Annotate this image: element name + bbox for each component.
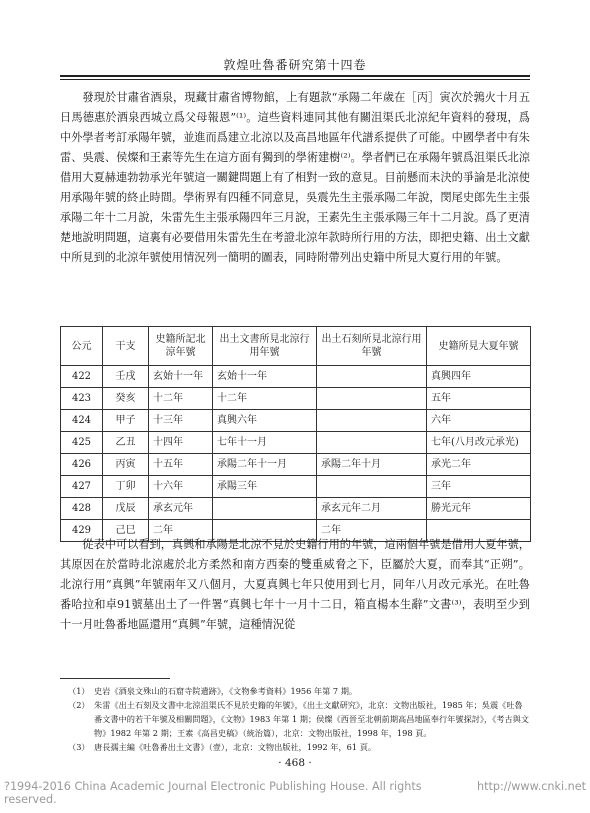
table-cell: 丁卯 (103, 476, 149, 498)
table-cell: 承陽二年十月 (317, 454, 427, 476)
body-paragraph-1: 發現於甘肅省酒泉，現藏甘肅省博物館，上有題款“承陽二年歲在［丙］寅次於鶉火十月五日馬德惠於酒泉西城立爲父母報恩”⁽¹⁾。這些資料連同其他有關沮渠氏北涼紀年資料的發現，爲中外學者考訂承陽年號，並進而爲建立北涼以及高昌地區年代譜系提供了可能。中國學者中有朱雷、吳震、侯燦和王素等先生在這方面有獨到的學術建樹⁽²⁾。學者們已在承陽年號爲沮渠氏北涼借用大夏赫連勃勃承光年號這一關鍵問題上有了相對一致的意見。目前懸而未決的爭論是北涼使用承陽年號的終止時間。學術界有四種不同意見，吳震先生主張承陽二年說，閔尾史郎先生主張承陽二年十二月說，朱雷先生主張承陽四年三月說，王素先生主張承陽三年十二月說。爲了更清楚地說明問題，這裏有必要借用朱雷先生在考證北涼年款時所行用的方法，即把史籍、出土文獻中所見到的北涼年號使用情況列一簡明的圖表，同時附帶列出史籍中所見大夏行用的年號。 (60, 91, 530, 264)
col-header-gongyuan: 公元 (61, 327, 103, 366)
col-header-documents: 出土文書所見北涼行用年號 (213, 327, 317, 366)
table-cell: 十四年 (149, 432, 213, 454)
watermark-copyright: ?1994-2016 China Academic Journal Electronic Publishing House. All rights reserved. (4, 780, 422, 806)
table-cell: 勝光元年 (427, 498, 531, 520)
table-cell: 承光二年 (427, 454, 531, 476)
table-cell (317, 432, 427, 454)
chronology-table (60, 326, 531, 542)
footnote-number: （3） (68, 742, 90, 752)
table-cell: 十三年 (149, 410, 213, 432)
table-cell: 六年 (427, 410, 531, 432)
table-cell: 十二年 (149, 388, 213, 410)
table-cell: 玄始十一年 (149, 366, 213, 388)
table-row (61, 498, 531, 520)
table-cell (317, 410, 427, 432)
col-header-inscriptions: 出土石刻所見北涼行用年號 (317, 327, 427, 366)
table-cell: 428 (61, 498, 103, 520)
footnote-2 (60, 698, 530, 740)
footnote-text: 唐長孺主編《吐魯番出土文書》（壹），北京：文物出版社，1992 年，61 頁。 (94, 742, 377, 752)
table-cell: 壬戌 (103, 366, 149, 388)
table-cell: 真興四年 (427, 366, 531, 388)
table-cell: 承玄元年二月 (317, 498, 427, 520)
table-cell: 癸亥 (103, 388, 149, 410)
table-cell: 玄始十一年 (213, 366, 317, 388)
table-cell: 承陽二年十一月 (213, 454, 317, 476)
table-row (61, 366, 531, 388)
table-row (61, 432, 531, 454)
table-cell: 乙丑 (103, 432, 149, 454)
table-cell: 承玄元年 (149, 498, 213, 520)
col-header-historical: 史籍所記北涼年號 (149, 327, 213, 366)
footnotes (60, 684, 530, 754)
table-cell: 丙寅 (103, 454, 149, 476)
table-cell: 424 (61, 410, 103, 432)
footnote-number: （1） (68, 686, 90, 696)
table-cell (213, 498, 317, 520)
page-number: · 468 · (278, 757, 312, 769)
table-cell: 七年(八月改元承光) (427, 432, 531, 454)
header-rule (60, 75, 530, 80)
table-header-row (61, 327, 531, 366)
table-row (61, 476, 531, 498)
footnote-rule (60, 678, 170, 679)
table-cell (317, 388, 427, 410)
table-cell: 二年 (149, 520, 213, 542)
table-cell: 三年 (427, 476, 531, 498)
col-header-ganzhi: 干支 (103, 327, 149, 366)
table-cell: 承陽三年 (213, 476, 317, 498)
table-cell: 十二年 (213, 388, 317, 410)
table-cell (317, 476, 427, 498)
table-cell: 425 (61, 432, 103, 454)
col-header-daxia: 史籍所見大夏年號 (427, 327, 531, 366)
table-cell: 429 (61, 520, 103, 542)
footnote-text: 史岩《酒泉文殊山的石窟寺院遺跡》，《文物參考資料》1956 年第 7 期。 (94, 686, 358, 696)
table-cell: 甲子 (103, 410, 149, 432)
table-cell: 十六年 (149, 476, 213, 498)
footnote-3 (60, 740, 530, 754)
watermark-url: http://www.cnki.net (477, 780, 586, 793)
footnote-number: （2） (68, 700, 90, 710)
footnote-text: 朱雷《出土石刻及文書中北涼沮渠氏不見於史籍的年號》，《出土文獻研究》，北京：文物出版社，1985 年；吳震《吐魯番文書中的若干年號及相關問題》，《文物》1983 年第 1 期；侯燦《西晉至北朝前期高昌地區奉行年號探討》，《考古與文物》1982 年第 2 期；王素《高昌史稿》（統治篇），北京：文物出版社，1998 年，198 頁。 (94, 700, 530, 738)
table-cell: 426 (61, 454, 103, 476)
table-cell: 戊辰 (103, 498, 149, 520)
table-row (61, 454, 531, 476)
body-paragraph-2: 從表中可以看到，真興和承陽是北涼不見於史籍行用的年號，這兩個年號是借用大夏年號，其原因在於當時北涼處於北方柔然和南方西秦的雙重威脅之下，臣屬於大夏，而奉其“正朔”。北涼行用“真興”年號兩年又八個月，大夏真興七年只使用到七月，同年八月改元承光。在吐魯番哈拉和卓91號墓出土了一件署“真興七年十一月十二日，箱直楊本生辭”文書⁽³⁾，表明至少到十一月吐魯番地區還用“真興”年號，這種情況從 (60, 538, 530, 631)
table-cell: 423 (61, 388, 103, 410)
table-cell: 七年十一月 (213, 432, 317, 454)
table-cell: 二年 (317, 520, 427, 542)
table-cell: 己巳 (103, 520, 149, 542)
table-cell: 五年 (427, 388, 531, 410)
table-cell (317, 366, 427, 388)
table-row (61, 410, 531, 432)
table-cell: 427 (61, 476, 103, 498)
footnote-1 (60, 684, 530, 698)
running-header: 敦煌吐魯番研究第十四卷 (223, 58, 367, 72)
table-cell: 十五年 (149, 454, 213, 476)
table-cell: 422 (61, 366, 103, 388)
table-row (61, 388, 531, 410)
table-cell: 真興六年 (213, 410, 317, 432)
watermark (4, 780, 586, 806)
